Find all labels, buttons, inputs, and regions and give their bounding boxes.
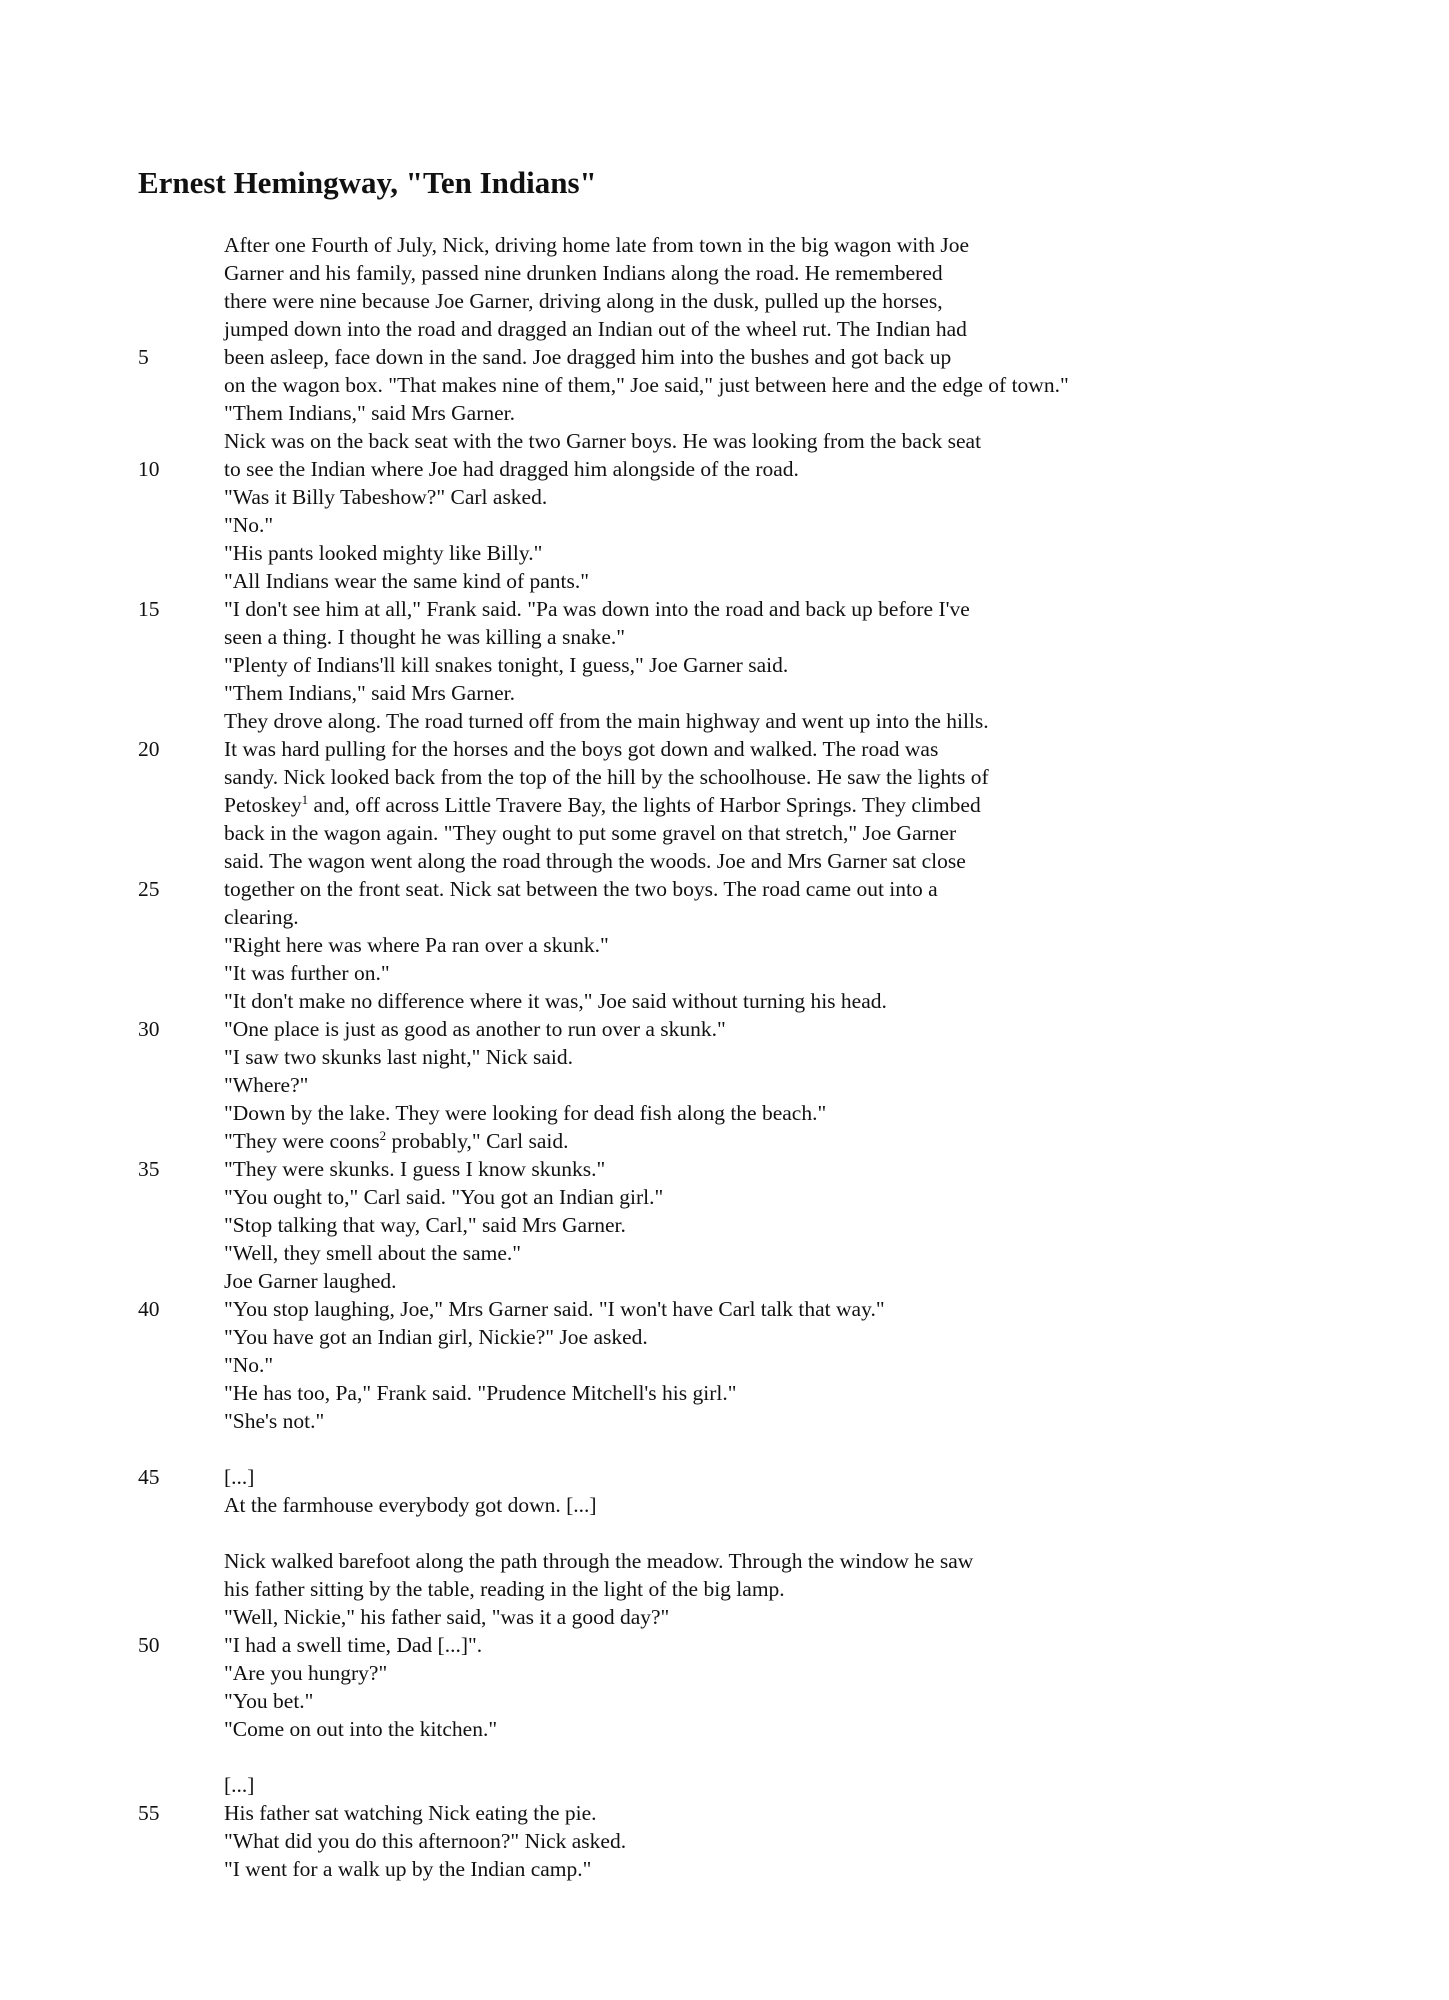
text-line — [138, 735, 1418, 763]
text-line — [138, 287, 1418, 315]
line-text — [224, 1855, 591, 1883]
text-line — [138, 1071, 1418, 1099]
line-text-main: At the farmhouse everybody got down. [...] — [224, 1493, 597, 1517]
text-line — [138, 455, 1418, 483]
line-text-main: "Stop talking that way, Carl," said Mrs Garner. — [224, 1213, 626, 1237]
line-text — [224, 707, 989, 735]
text-line — [138, 1827, 1418, 1855]
line-text — [224, 259, 943, 287]
story-text — [138, 231, 1418, 1883]
line-text — [224, 651, 788, 679]
line-text-main: been asleep, face down in the sand. Joe dragged him into the bushes and got back up — [224, 345, 952, 369]
text-line — [138, 1379, 1418, 1407]
text-line — [138, 1743, 1418, 1771]
text-line — [138, 1547, 1418, 1575]
line-text-main: "You have got an Indian girl, Nickie?" Joe asked. — [224, 1325, 648, 1349]
text-line — [138, 1267, 1418, 1295]
line-text — [224, 1799, 597, 1827]
line-text — [224, 1379, 737, 1407]
line-text-main: "One place is just as good as another to run over a skunk." — [224, 1017, 726, 1041]
line-text-main: to see the Indian where Joe had dragged him alongside of the road. — [224, 457, 799, 481]
line-number: 25 — [138, 877, 160, 901]
line-text — [224, 1015, 726, 1043]
line-text-main: Nick walked barefoot along the path through the meadow. Through the window he saw — [224, 1549, 974, 1573]
text-line — [138, 1407, 1418, 1435]
line-text-main: [...] — [224, 1773, 255, 1797]
line-text — [224, 231, 969, 259]
text-line — [138, 259, 1418, 287]
line-text-main: "Well, Nickie," his father said, "was it a good day?" — [224, 1605, 670, 1629]
line-text-continued: probably," Carl said. — [386, 1129, 569, 1153]
line-text — [224, 1407, 324, 1435]
text-line — [138, 1043, 1418, 1071]
line-text — [224, 735, 938, 763]
text-line — [138, 1183, 1418, 1211]
line-text — [224, 427, 981, 455]
line-text — [224, 1043, 573, 1071]
line-text — [224, 1155, 605, 1183]
line-text-main: "No." — [224, 1353, 274, 1377]
line-text — [224, 483, 547, 511]
line-text-main: Nick was on the back seat with the two Garner boys. He was looking from the back seat — [224, 429, 982, 453]
text-line — [138, 371, 1418, 399]
text-line — [138, 1519, 1418, 1547]
line-text — [224, 287, 943, 315]
line-number: 30 — [138, 1017, 160, 1041]
text-line — [138, 651, 1418, 679]
line-text-main: sandy. Nick looked back from the top of the hill by the schoolhouse. He saw the lights of — [224, 765, 989, 789]
line-text — [224, 1827, 626, 1855]
line-text-main: "Them Indians," said Mrs Garner. — [224, 401, 516, 425]
text-line — [138, 819, 1418, 847]
line-text-main: back in the wagon again. "They ought to put some gravel on that stretch," Joe Garner — [224, 821, 957, 845]
text-line — [138, 539, 1418, 567]
line-text-main: Petoskey — [224, 793, 302, 817]
line-text-main: jumped down into the road and dragged an Indian out of the wheel rut. The Indian had — [224, 317, 967, 341]
line-text-main: "What did you do this afternoon?" Nick asked. — [224, 1829, 627, 1853]
line-text-main: "He has too, Pa," Frank said. "Prudence Mitchell's his girl." — [224, 1381, 737, 1405]
line-text — [224, 1295, 885, 1323]
line-text-main: They drove along. The road turned off from the main highway and went up into the hills. — [224, 709, 989, 733]
text-line — [138, 1687, 1418, 1715]
line-text — [224, 567, 589, 595]
line-text — [224, 1239, 521, 1267]
line-text — [224, 903, 299, 931]
text-line — [138, 1855, 1418, 1883]
line-text — [224, 875, 938, 903]
line-text-main: "I had a swell time, Dad [...]". — [224, 1633, 483, 1657]
text-line — [138, 511, 1418, 539]
footnote-marker: 1 — [301, 791, 309, 807]
line-text-main: "Down by the lake. They were looking for dead fish along the beach." — [224, 1101, 827, 1125]
line-text-main: "Was it Billy Tabeshow?" Carl asked. — [224, 485, 548, 509]
line-text — [224, 819, 956, 847]
line-text-main: there were nine because Joe Garner, driving along in the dusk, pulled up the horses, — [224, 289, 943, 313]
text-line — [138, 427, 1418, 455]
document-title: Ernest Hemingway, "Ten Indians" — [138, 165, 597, 200]
text-line — [138, 1295, 1418, 1323]
text-line — [138, 1575, 1418, 1603]
line-text — [224, 763, 989, 791]
line-text — [224, 1127, 568, 1155]
line-text — [224, 1771, 254, 1799]
line-text — [224, 679, 515, 707]
text-line — [138, 1127, 1418, 1155]
text-line — [138, 1435, 1418, 1463]
line-text — [224, 1575, 785, 1603]
line-text-main: [...] — [224, 1465, 255, 1489]
line-text-main: clearing. — [224, 905, 299, 929]
text-line — [138, 343, 1418, 371]
line-number: 35 — [138, 1157, 160, 1181]
line-text — [224, 511, 273, 539]
line-text — [224, 1491, 597, 1519]
text-line — [138, 987, 1418, 1015]
text-line — [138, 595, 1418, 623]
line-text-main: "His pants looked mighty like Billy." — [224, 541, 543, 565]
line-text — [224, 1715, 497, 1743]
line-text-main: "They were skunks. I guess I know skunks." — [224, 1157, 606, 1181]
line-text — [224, 1659, 387, 1687]
text-line — [138, 1015, 1418, 1043]
text-line — [138, 763, 1418, 791]
line-text — [224, 1547, 973, 1575]
line-text-main: "Them Indians," said Mrs Garner. — [224, 681, 516, 705]
line-text — [224, 959, 390, 987]
line-text — [224, 1099, 826, 1127]
line-number: 5 — [138, 345, 149, 369]
text-line — [138, 1715, 1418, 1743]
line-text-main: It was hard pulling for the horses and the boys got down and walked. The road was — [224, 737, 939, 761]
line-text-main: "You ought to," Carl said. "You got an Indian girl." — [224, 1185, 664, 1209]
line-text-main: said. The wagon went along the road through the woods. Joe and Mrs Garner sat close — [224, 849, 966, 873]
text-line — [138, 399, 1418, 427]
text-line — [138, 959, 1418, 987]
text-line — [138, 1211, 1418, 1239]
line-text-main: "Where?" — [224, 1073, 309, 1097]
line-text — [224, 539, 542, 567]
text-line — [138, 1771, 1418, 1799]
line-number: 40 — [138, 1297, 160, 1321]
line-text — [224, 1351, 273, 1379]
line-text-main: "Right here was where Pa ran over a skunk." — [224, 933, 609, 957]
text-line — [138, 1603, 1418, 1631]
line-text — [224, 343, 951, 371]
text-line — [138, 931, 1418, 959]
text-line — [138, 315, 1418, 343]
line-text-main: His father sat watching Nick eating the pie. — [224, 1801, 597, 1825]
line-text — [224, 1687, 313, 1715]
text-line — [138, 1323, 1418, 1351]
line-text — [224, 1323, 648, 1351]
text-line — [138, 791, 1418, 819]
line-text — [224, 371, 1069, 399]
line-text-continued: and, off across Little Travere Bay, the lights of Harbor Springs. They climbed — [308, 793, 981, 817]
line-text-main: "All Indians wear the same kind of pants." — [224, 569, 590, 593]
line-text-main: "Are you hungry?" — [224, 1661, 388, 1685]
line-text-main: seen a thing. I thought he was killing a snake." — [224, 625, 626, 649]
line-text — [224, 1071, 308, 1099]
line-text — [224, 1631, 482, 1659]
line-text-main: "Come on out into the kitchen." — [224, 1717, 498, 1741]
line-text-main: After one Fourth of July, Nick, driving home late from town in the big wagon with Joe — [224, 233, 970, 257]
text-line — [138, 483, 1418, 511]
line-text — [224, 399, 515, 427]
text-line — [138, 1099, 1418, 1127]
line-text — [224, 315, 967, 343]
line-text — [224, 1211, 626, 1239]
line-text-main: Joe Garner laughed. — [224, 1269, 397, 1293]
line-text-main: "It don't make no difference where it was," Joe said without turning his head. — [224, 989, 887, 1013]
line-text — [224, 455, 799, 483]
line-text — [224, 931, 609, 959]
text-line — [138, 679, 1418, 707]
line-text-main: on the wagon box. "That makes nine of them," Joe said," just between here and the edge of town." — [224, 373, 1069, 397]
text-line — [138, 1463, 1418, 1491]
text-line — [138, 1351, 1418, 1379]
text-line — [138, 1239, 1418, 1267]
text-line — [138, 1631, 1418, 1659]
text-line — [138, 903, 1418, 931]
line-text-main: together on the front seat. Nick sat between the two boys. The road came out into a — [224, 877, 938, 901]
line-number: 10 — [138, 457, 160, 481]
line-number: 50 — [138, 1633, 160, 1657]
line-text-main: "I went for a walk up by the Indian camp." — [224, 1857, 592, 1881]
line-text-main: "Well, they smell about the same." — [224, 1241, 522, 1265]
text-line — [138, 875, 1418, 903]
line-number: 45 — [138, 1465, 160, 1489]
text-line — [138, 707, 1418, 735]
line-text-main: "She's not." — [224, 1409, 325, 1433]
line-text-main: "You bet." — [224, 1689, 314, 1713]
line-number: 15 — [138, 597, 160, 621]
line-text-main: "No." — [224, 513, 274, 537]
text-line — [138, 1155, 1418, 1183]
line-number: 55 — [138, 1801, 160, 1825]
line-text — [224, 987, 887, 1015]
line-text-main: Garner and his family, passed nine drunken Indians along the road. He remembered — [224, 261, 943, 285]
line-text — [224, 623, 625, 651]
line-text — [224, 1183, 663, 1211]
footnote-marker: 2 — [379, 1127, 387, 1143]
line-text-main: "You stop laughing, Joe," Mrs Garner said. "I won't have Carl talk that way." — [224, 1297, 885, 1321]
line-text — [224, 1463, 254, 1491]
text-line — [138, 1799, 1418, 1827]
text-line — [138, 231, 1418, 259]
text-line — [138, 623, 1418, 651]
line-text-main: "I don't see him at all," Frank said. "Pa was down into the road and back up before I've — [224, 597, 970, 621]
line-text — [224, 595, 970, 623]
line-text — [224, 847, 966, 875]
line-text — [224, 1267, 397, 1295]
text-line — [138, 847, 1418, 875]
line-text-main: his father sitting by the table, reading in the light of the big lamp. — [224, 1577, 785, 1601]
text-line — [138, 567, 1418, 595]
line-number: 20 — [138, 737, 160, 761]
line-text — [224, 1603, 669, 1631]
line-text — [224, 791, 981, 819]
line-text-main: "They were coons — [224, 1129, 380, 1153]
text-line — [138, 1491, 1418, 1519]
line-text-main: "It was further on." — [224, 961, 390, 985]
line-text-main: "Plenty of Indians'll kill snakes tonight, I guess," Joe Garner said. — [224, 653, 789, 677]
text-line — [138, 1659, 1418, 1687]
line-text-main: "I saw two skunks last night," Nick said. — [224, 1045, 573, 1069]
